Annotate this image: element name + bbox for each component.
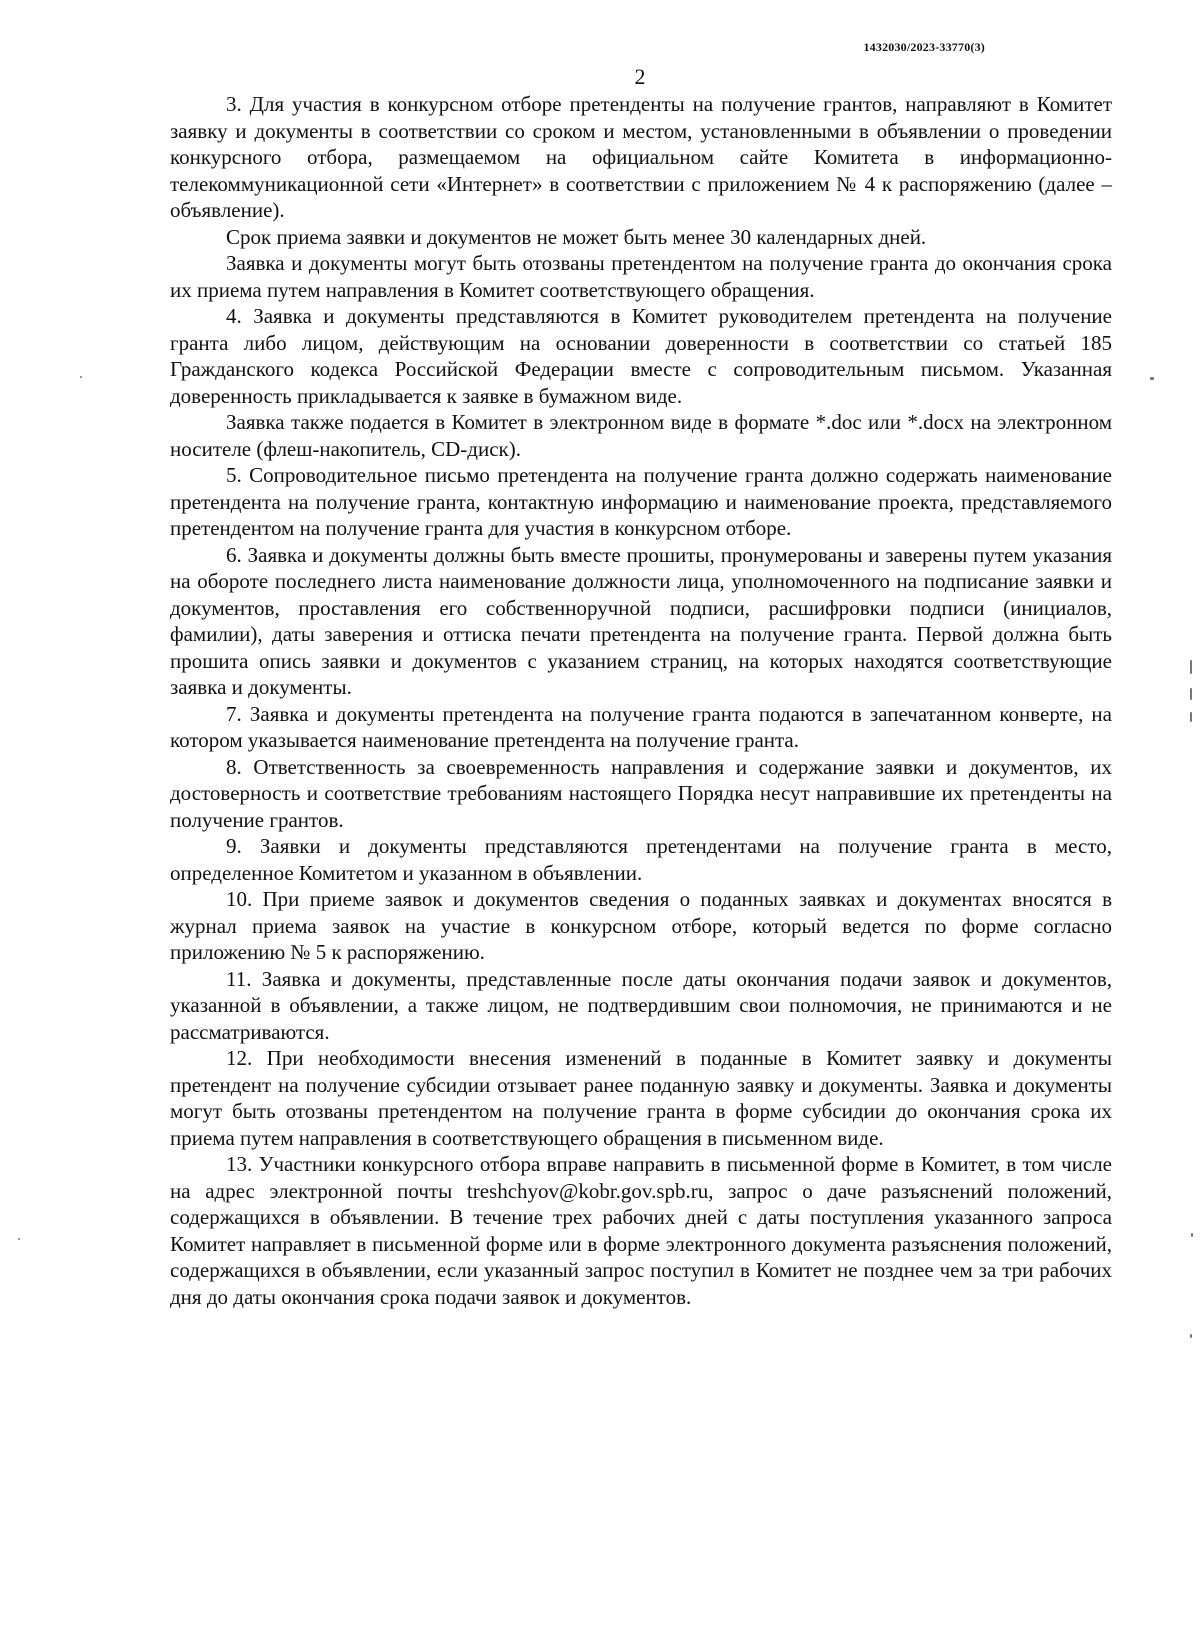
scan-speck (80, 376, 82, 378)
paragraph-4: 4. Заявка и документы представляются в Комитет руководителем претендента на получение гранта либо лицом, действующим на основании доверенности в соответствии со статьей 185 Гражданского кодекса Российской Федерации вместе с сопроводительным письмом. Указанная доверенность прикладывается к заявке в бумажном виде. (170, 304, 1112, 408)
paragraph-7: 7. Заявка и документы претендента на получение гранта подаются в запечатанном конверте, на котором указывается наименование претендента на получение гранта. (170, 701, 1112, 752)
paragraph-10: 10. При приеме заявок и документов сведения о поданных заявках и документах вносятся в журнал приема заявок на участие в конкурсном отборе, который ведется по форме согласно приложению № 5 к распоряжению. (170, 887, 1112, 964)
scan-speck (1191, 1233, 1193, 1237)
paragraph-electronic-format: Заявка также подается в Комитет в электронном виде в формате *.doc или *.docx на электронном носителе (флеш-накопитель, CD-диск). (170, 410, 1112, 461)
paragraph-12: 12. При необходимости внесения изменений в поданные в Комитет заявку и документы претендент на получение субсидии отзывает ранее поданную заявку и документы. Заявка и документы могут быть отозваны претендентом на получение гранта в форме субсидии до окончания срока их приема путем направления в соответствующего обращения в письменном виде. (170, 1046, 1112, 1150)
scan-speck (1190, 688, 1192, 700)
scan-speck (1190, 660, 1192, 674)
scan-speck (18, 1238, 20, 1240)
document-id: 1432030/2023-33770(3) (863, 40, 985, 54)
paragraph-9: 9. Заявки и документы представляются претендентами на получение гранта в место, определенное Комитетом и указанном в объявлении. (170, 834, 1112, 885)
scan-speck (1190, 1334, 1192, 1338)
paragraph-11: 11. Заявка и документы, представленные после даты окончания подачи заявок и документов, указанной в объявлении, а также лицом, не подтвердившим свои полномочия, не принимаются и не рассматриваются. (170, 966, 1112, 1044)
paragraph-3: 3. Для участия в конкурсном отборе претенденты на получение грантов, направляют в Комитет заявку и документы в соответствии со сроком и местом, установленными в объявлении о проведении конкурсного отбора, размещаемом на официальном сайте Комитета в информационно-телекоммуникационной сети «Интернет» в соответствии с приложением № 4 к распоряжению (далее – объявление). (170, 92, 1112, 222)
scan-speck (1190, 712, 1192, 722)
paragraph-5: 5. Сопроводительное письмо претендента на получение гранта должно содержать наименование претендента на получение гранта, контактную информацию и наименование проекта, представляемого претендентом на получение гранта для участия в конкурсном отборе. (170, 463, 1112, 540)
page-number: 2 (634, 64, 646, 89)
paragraph-withdrawal: Заявка и документы могут быть отозваны претендентом на получение гранта до окончания срока их приема путем направления в Комитет соответствующего обращения. (170, 251, 1112, 302)
scan-speck (1150, 377, 1154, 380)
document-body (170, 91, 1112, 1310)
paragraph-6: 6. Заявка и документы должны быть вместе прошиты, пронумерованы и заверены путем указания на обороте последнего листа наименование должности лица, уполномоченного на подписание заявки и документов, проставления его собственноручной подписи, расшифровки подписи (инициалов, фамилии), даты заверения и оттиска печати претендента на получение гранта. Первой должна быть прошита опись заявки и документов с указанием страниц, на которых находятся соответствующие заявка и документы. (170, 542, 1112, 699)
paragraph-13: 13. Участники конкурсного отбора вправе направить в письменной форме в Комитет, в том числе на адрес электронной почты treshchyov@kobr.gov.spb.ru, запрос о даче разъяснений положений, содержащихся в объявлении. В течение трех рабочих дней с даты поступления указанного запроса Комитет направляет в письменной форме или в форме электронного документа разъяснения положений, содержащихся в объявлении, если указанный запрос поступил в Комитет не позднее чем за три рабочих дня до даты окончания срока подачи заявок и документов. (170, 1152, 1112, 1309)
paragraph-8: 8. Ответственность за своевременность направления и содержание заявки и документов, их достоверность и соответствие требованиям настоящего Порядка несут направившие их претенденты на получение грантов. (170, 754, 1112, 832)
paragraph-deadline: Срок приема заявки и документов не может быть менее 30 календарных дней. (226, 224, 927, 249)
